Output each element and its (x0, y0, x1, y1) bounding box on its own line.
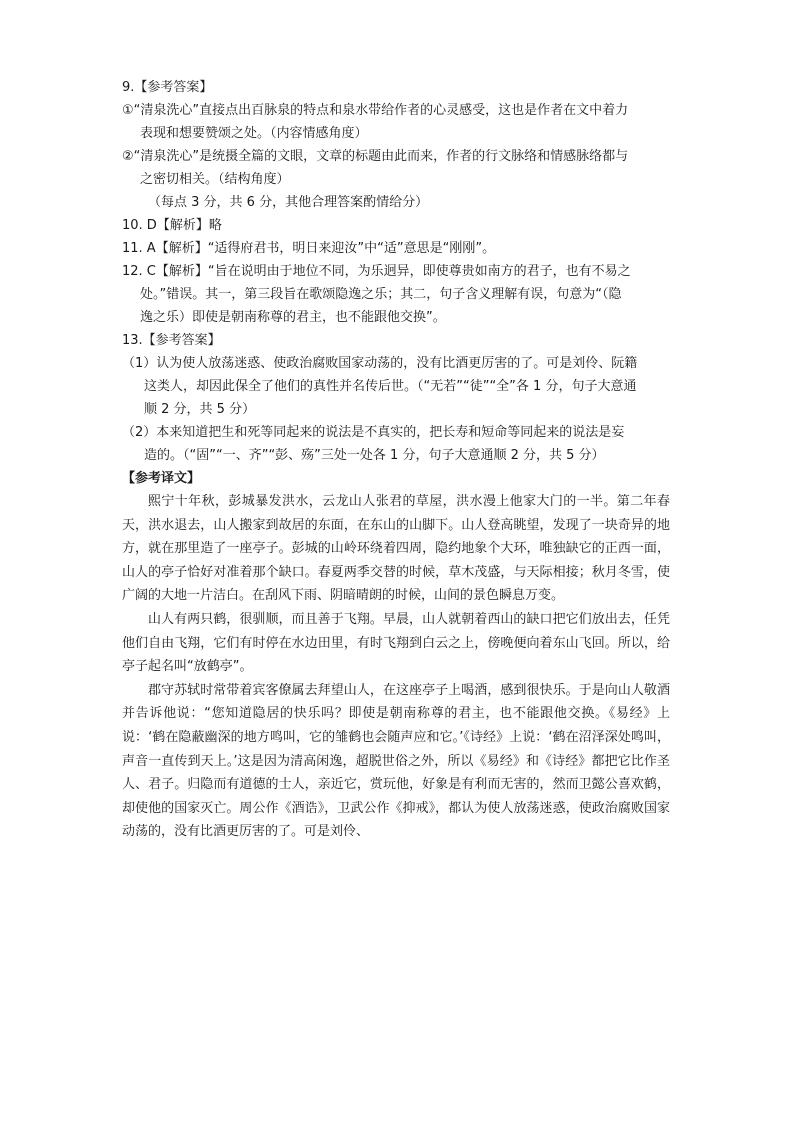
q13-part-2-line-1: （2）本来知道把生和死等同起来的说法是不真实的，把长寿和短命等同起来的说法是妄 (122, 425, 625, 440)
translation-paragraph-3: 郡守苏轼时常带着宾客僚属去拜望山人，在这座亭子上喝酒，感到很快乐。于是向山人敬酒并告诉他说：“您知道隐居的快乐吗？即使是朝南称尊的君主，也不能跟他交换。《易经》上说：‘鹤在隐蔽幽深的地方鸣叫，它的雏鹤也会随声应和它。’《诗经》上说：‘鹤在沼泽深处鸣叫，声音一直传到天上。’这是因为清高闲逸，超脱世俗之外，所以《易经》和《诗经》都把它比作圣人、君子。归隐而有道德的士人，亲近它，赏玩他，好象是有利而无害的，然而卫懿公喜欢鹤，却使他的国家灭亡。周公作《酒诰》，卫武公作《抑戒》，都认为使人放荡迷惑，使政治腐败国家动荡的，没有比酒更厉害的了。可是刘伶、 (122, 682, 670, 840)
q11-answer: 11. A【解析】“适得府君书，明日来迎汝”中“适”意思是“刚刚”。 (122, 241, 496, 256)
q9-item-1-line-2: 表现和想要赞颂之处。（内容情感角度） (140, 126, 368, 141)
q13-part-1-line-2: 这类人，却因此保全了他们的真性并名传后世。（“无若”“徒”“全”各 1 分，句子大意通 (144, 379, 637, 394)
answer-section-q9-q13 (122, 76, 670, 844)
q13-part-2-line-2: 造的。（“固”“一、齐”“彭、殇”三处一处各 1 分，句子大意通顺 2 分，共 5 分） (144, 448, 605, 463)
q13-part-1-line-1: （1）认为使人放荡迷惑、使政治腐败国家动荡的，没有比酒更厉害的了。可是刘伶、阮籍 (122, 356, 638, 371)
q10-answer: 10. D【解析】略 (122, 218, 222, 233)
q13-heading: 13.【参考答案】 (122, 333, 221, 348)
q9-item-1-line-1: ①“清泉洗心”直接点出百脉泉的特点和泉水带给作者的心灵感受，这也是作者在文中着力 (122, 103, 629, 118)
q12-answer-line-3: 逸之乐）即使是朝南称尊的君主，也不能跟他交换”。 (140, 310, 446, 325)
translation-heading: 【参考译文】 (122, 471, 201, 486)
q9-item-2-line-2: 之密切相关。（结构角度） (140, 172, 290, 187)
translation-paragraph-1: 熙宁十年秋，彭城暴发洪水，云龙山人张君的草屋，洪水漫上他家大门的一半。第二年春天，洪水退去，山人搬家到故居的东面，在东山的山脚下。山人登高眺望，发现了一块奇异的地方，就在那里造了一座亭子。彭城的山岭环绕着四周，隐约地象个大环，唯独缺它的正西一面，山人的亭子恰好对准着那个缺口。春夏两季交替的时候，草木茂盛，与天际相接；秋月冬雪，使广阔的大地一片洁白。在刮风下雨、阴暗晴朗的时候，山间的景色瞬息万变。 (122, 494, 670, 604)
q9-item-2-line-1: ②“清泉洗心”是统摄全篇的文眼，文章的标题由此而来，作者的行文脉络和情感脉络都与 (122, 149, 629, 164)
translation-paragraph-2: 山人有两只鹤，很驯顺，而且善于飞翔。早晨，山人就朝着西山的缺口把它们放出去，任凭他们自由飞翔，它们有时停在水边田里，有时飞翔到白云之上，傍晚便向着东山飞回。所以，给亭子起名叫“放鹤亭”。 (122, 611, 670, 675)
q12-answer-line-2: 处。”错误。其一，第三段旨在歌颂隐逸之乐；其二，句子含义理解有误，句意为“（隐 (140, 287, 622, 302)
q9-heading: 9.【参考答案】 (122, 80, 213, 95)
q13-part-1-line-3: 顺 2 分，共 5 分） (144, 402, 256, 417)
q9-scoring-note: （每点 3 分，共 6 分，其他合理答案酌情给分） (148, 195, 429, 210)
q12-answer-line-1: 12. C【解析】“旨在说明由于地位不同，为乐迥异，即使尊贵如南方的君子，也有不易之 (122, 264, 631, 279)
